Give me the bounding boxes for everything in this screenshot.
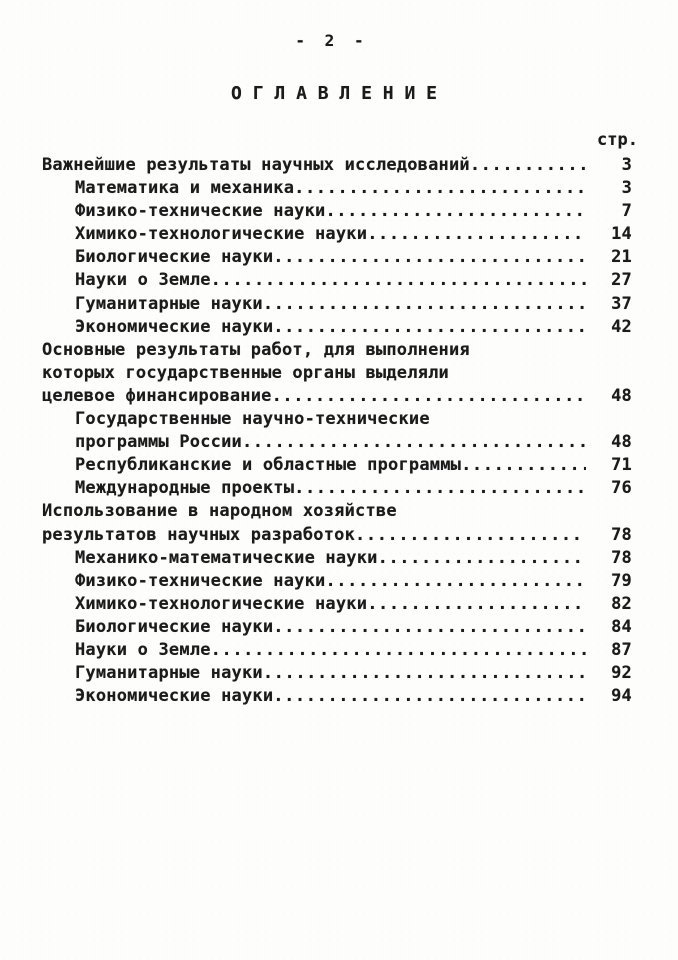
toc-entry-page: 27 (611, 270, 632, 291)
toc-entry-title: Государственные научно-технические (75, 409, 430, 430)
toc-leader-dots (461, 455, 586, 475)
toc-entry-page: 14 (611, 224, 632, 245)
toc-entry-page: 82 (611, 593, 632, 614)
toc-entry-page: 84 (611, 616, 632, 637)
toc-row (42, 478, 632, 501)
toc-entry-title: которых государственные органы выделяли (42, 362, 449, 383)
toc-entry-page: 92 (611, 663, 632, 684)
toc-row (42, 548, 632, 571)
toc-entry-page: 3 (621, 155, 632, 175)
toc-leader-dots (367, 594, 586, 614)
toc-row (42, 409, 632, 432)
toc-row (42, 525, 632, 548)
toc-leader-dots (355, 525, 586, 545)
toc-row (42, 594, 632, 617)
toc-list (42, 155, 632, 709)
toc-entry-page: 79 (611, 570, 632, 591)
toc-row (42, 455, 632, 478)
toc-row (42, 247, 632, 270)
toc-entry-page: 78 (611, 524, 632, 545)
toc-entry-page: 3 (621, 178, 632, 199)
toc-entry-page: 87 (611, 639, 632, 660)
toc-entry-title: Экономические науки (75, 316, 274, 337)
toc-entry-page: 71 (611, 455, 632, 476)
toc-leader-dots (263, 294, 586, 314)
toc-entry-title: Химико-технологические науки (75, 224, 368, 245)
toc-row (42, 686, 632, 709)
toc-entry-title: программы России (75, 432, 242, 453)
toc-row (42, 294, 632, 317)
toc-row (42, 617, 632, 640)
toc-leader-dots (273, 317, 586, 337)
toc-row (42, 224, 632, 247)
toc-row (42, 571, 632, 594)
toc-row (42, 363, 632, 386)
toc-entry-title: Республиканские и областные программы (75, 455, 462, 476)
toc-row (42, 663, 632, 686)
toc-entry-title: Гуманитарные науки (75, 663, 263, 684)
toc-row (42, 640, 632, 663)
toc-leader-dots (378, 548, 586, 568)
toc-leader-dots (211, 640, 586, 660)
toc-entry-title: Международные проекты (75, 478, 295, 499)
toc-row (42, 501, 632, 524)
toc-leader-dots (273, 686, 586, 706)
toc-row (42, 155, 632, 178)
toc-entry-title: результатов научных разработок (42, 524, 356, 545)
toc-row (42, 201, 632, 224)
toc-entry-title: Биологические науки (75, 616, 274, 637)
page-title: О Г Л А В Л Е Н И Е (231, 83, 437, 104)
toc-entry-page: 21 (611, 247, 632, 268)
toc-entry-page: 7 (621, 201, 632, 222)
toc-entry-page: 48 (611, 432, 632, 453)
toc-entry-page: 78 (611, 547, 632, 568)
toc-row (42, 317, 632, 340)
toc-entry-page: 94 (611, 686, 632, 707)
toc-entry-title: Основные результаты работ, для выполнения (42, 339, 470, 360)
toc-entry-page: 76 (611, 478, 632, 499)
toc-entry-title: целевое финансирование (42, 385, 272, 406)
toc-entry-title: Химико-технологические науки (75, 593, 368, 614)
toc-row (42, 270, 632, 293)
toc-leader-dots (325, 571, 586, 591)
toc-leader-dots (242, 432, 586, 452)
toc-entry-title: Важнейшие результаты научных исследований (42, 155, 470, 175)
toc-entry-title: Науки о Земле (75, 639, 211, 660)
toc-leader-dots (470, 155, 586, 175)
toc-entry-title: Физико-технические науки (75, 570, 326, 591)
toc-row (42, 178, 632, 201)
toc-leader-dots (367, 224, 586, 244)
toc-leader-dots (325, 201, 586, 221)
toc-leader-dots (294, 478, 586, 498)
toc-entry-page: 42 (611, 316, 632, 337)
toc-entry-title: Использование в народном хозяйстве (42, 501, 397, 522)
toc-row (42, 340, 632, 363)
toc-entry-page: 48 (611, 385, 632, 406)
toc-leader-dots (273, 617, 586, 637)
toc-leader-dots (273, 247, 586, 267)
page-column-header: стр. (597, 130, 638, 150)
toc-entry-title: Биологические науки (75, 247, 274, 268)
toc-entry-title: Механико-математические науки (75, 547, 378, 568)
toc-entry-title: Экономические науки (75, 686, 274, 707)
toc-leader-dots (272, 386, 586, 406)
toc-leader-dots (294, 178, 586, 198)
toc-entry-title: Математика и механика (75, 178, 295, 199)
toc-entry-title: Науки о Земле (75, 270, 211, 291)
toc-entry-title: Гуманитарные науки (75, 293, 263, 314)
toc-leader-dots (211, 270, 586, 290)
toc-entry-title: Физико-технические науки (75, 201, 326, 222)
page-number: - 2 - (295, 31, 369, 50)
toc-row (42, 386, 632, 409)
toc-entry-page: 37 (611, 293, 632, 314)
toc-leader-dots (263, 663, 586, 683)
toc-row (42, 432, 632, 455)
